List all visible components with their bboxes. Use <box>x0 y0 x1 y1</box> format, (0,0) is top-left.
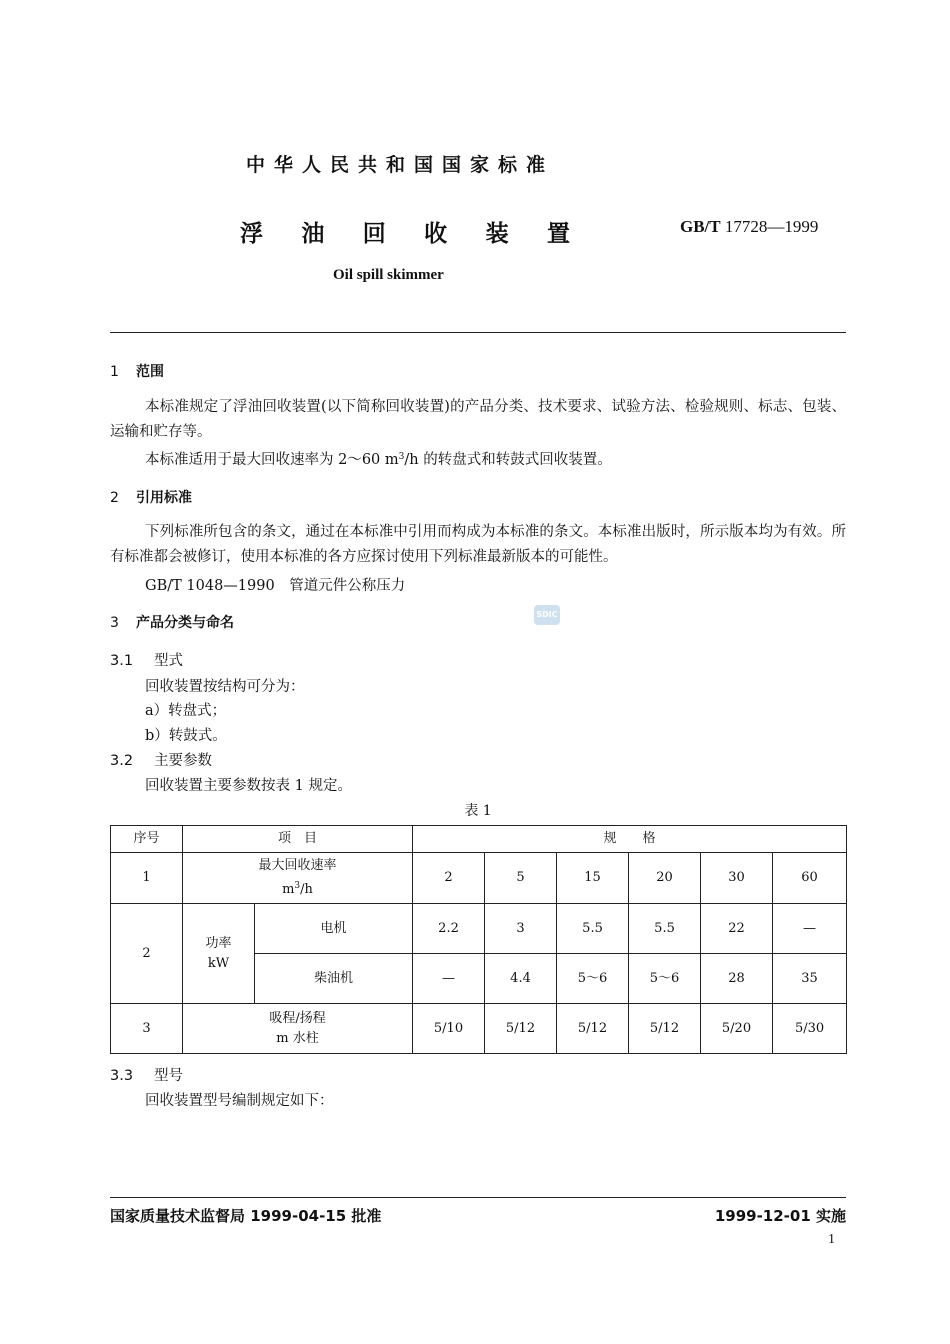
section-title: 引用标准 <box>136 490 192 506</box>
row-item <box>183 853 413 904</box>
subsection-number: 3.2 <box>110 753 134 769</box>
type-item-a: a）转盘式； <box>145 703 227 719</box>
parameters-table <box>110 825 847 1054</box>
title-char: 收 <box>424 221 448 247</box>
header-divider <box>110 332 846 333</box>
subsection-number: 3.3 <box>110 1068 134 1084</box>
item-unit: m 水柱 <box>276 1030 319 1046</box>
value-cell: 5/12 <box>485 1004 557 1054</box>
model-intro: 回收装置型号编制规定如下： <box>145 1093 334 1109</box>
scope-text: 本标准适用于最大回收速率为 2～60 m <box>145 452 399 468</box>
row-group <box>183 904 255 1004</box>
national-standard-heading: 中华人民共和国国家标准 <box>245 154 554 176</box>
unit-base: m <box>282 882 295 897</box>
section-title: 产品分类与命名 <box>136 615 234 631</box>
section-1-paragraph-1: 本标准规定了浮油回收装置(以下简称回收装置)的产品分类、技术要求、试验方法、检验规则、标志、包装、运输和贮存等。 <box>110 399 846 440</box>
value-cell: — <box>413 954 485 1004</box>
value-cell: 5/30 <box>773 1004 847 1054</box>
section-2-paragraph-1: 下列标准所包含的条文，通过在本标准中引用而构成为本标准的条文。本标准出版时，所示版本均为有效。所有标准都会被修订，使用本标准的各方应探讨使用下列标准最新版本的可能性。 <box>110 524 846 565</box>
scope-text-end: /h 的转盘式和转鼓式回收装置。 <box>404 452 612 468</box>
document-title <box>240 215 570 248</box>
page-number: 1 <box>828 1232 835 1247</box>
value-cell: 5/10 <box>413 1004 485 1054</box>
item-name: 吸程/扬程 <box>269 1010 326 1026</box>
row-no: 2 <box>111 904 183 1004</box>
footer-divider <box>110 1197 846 1198</box>
unit-superscript: 3 <box>294 881 301 891</box>
title-char: 浮 <box>240 221 263 247</box>
subsection-3-3-heading <box>110 1064 183 1085</box>
table-caption: 表 1 <box>464 803 492 819</box>
header-item: 项 目 <box>183 826 413 853</box>
value-cell: 5.5 <box>629 904 701 954</box>
value-cell: 30 <box>701 853 773 904</box>
value-cell: 5/12 <box>629 1004 701 1054</box>
unit-rest: /h <box>300 882 313 897</box>
value-cell: 5/20 <box>701 1004 773 1054</box>
item-name: 最大回收速率 <box>258 858 337 873</box>
normative-reference: GB/T 1048—1990 管道元件公称压力 <box>145 578 406 594</box>
group-name: 功率 <box>205 935 232 951</box>
section-2-heading <box>110 487 192 507</box>
watermark-logo: SDIC <box>534 605 560 625</box>
row-item: 柴油机 <box>255 954 413 1004</box>
table-row <box>111 853 847 904</box>
row-item <box>183 1004 413 1054</box>
title-char: 油 <box>301 221 325 247</box>
standard-code-prefix: GB/T <box>680 217 721 236</box>
section-1-paragraph-2 <box>110 445 846 473</box>
table-header-row <box>111 826 847 853</box>
standard-code-number: 17728—1999 <box>724 217 819 236</box>
header-spec: 规 格 <box>413 826 847 853</box>
value-cell: 20 <box>629 853 701 904</box>
value-cell: — <box>773 904 847 954</box>
english-title: Oil spill skimmer <box>333 267 444 283</box>
table-row <box>111 1004 847 1054</box>
subsection-3-2-heading <box>110 749 212 770</box>
group-unit: kW <box>207 955 230 971</box>
value-cell: 35 <box>773 954 847 1004</box>
superscript: 3 <box>398 452 405 462</box>
section-number: 2 <box>110 490 119 506</box>
parameters-intro: 回收装置主要参数按表 1 规定。 <box>145 778 352 794</box>
value-cell: 2 <box>413 853 485 904</box>
section-number: 1 <box>110 364 119 380</box>
title-char: 置 <box>546 221 570 247</box>
type-item-b: b）转鼓式。 <box>145 728 227 744</box>
type-intro: 回收装置按结构可分为： <box>145 679 305 695</box>
value-cell: 3 <box>485 904 557 954</box>
subsection-3-1-heading <box>110 649 183 670</box>
subsection-title: 主要参数 <box>154 753 212 769</box>
value-cell: 4.4 <box>485 954 557 1004</box>
item-unit <box>183 876 412 900</box>
row-no: 3 <box>111 1004 183 1054</box>
title-char: 装 <box>485 221 509 247</box>
value-cell: 5 <box>485 853 557 904</box>
approval-line: 国家质量技术监督局 1999-04-15 批准 <box>110 1207 382 1225</box>
value-cell: 2.2 <box>413 904 485 954</box>
value-cell: 60 <box>773 853 847 904</box>
section-title: 范围 <box>136 364 164 380</box>
value-cell: 22 <box>701 904 773 954</box>
standard-code <box>680 217 818 237</box>
table-row <box>111 904 847 954</box>
value-cell: 28 <box>701 954 773 1004</box>
implementation-date: 1999-12-01 实施 <box>714 1207 846 1225</box>
title-char: 回 <box>362 221 386 247</box>
subsection-number: 3.1 <box>110 653 134 669</box>
section-3-heading <box>110 612 234 632</box>
row-item: 电机 <box>255 904 413 954</box>
subsection-title: 型号 <box>154 1068 183 1084</box>
subsection-title: 型式 <box>154 653 183 669</box>
section-1-heading <box>110 361 164 381</box>
value-cell: 5～6 <box>557 954 629 1004</box>
value-cell: 15 <box>557 853 629 904</box>
value-cell: 5.5 <box>557 904 629 954</box>
section-number: 3 <box>110 615 119 631</box>
row-no: 1 <box>111 853 183 904</box>
value-cell: 5～6 <box>629 954 701 1004</box>
value-cell: 5/12 <box>557 1004 629 1054</box>
header-no: 序号 <box>111 826 183 853</box>
